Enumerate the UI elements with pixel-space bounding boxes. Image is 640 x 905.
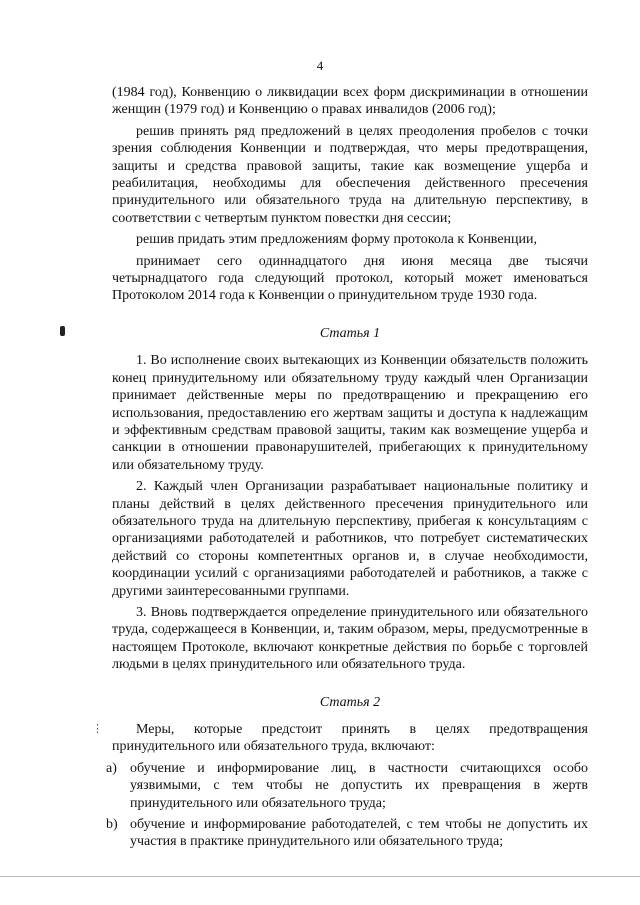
list-marker: b) <box>106 817 118 833</box>
list-item <box>106 760 588 812</box>
list-marker: a) <box>106 760 117 776</box>
article-1-paragraph: 1. Во исполнение своих вытекающих из Конвенции обязательств положить конец принудительному или обязательному труду каждый член Организации принимает действенные меры по предотвращению и прекращению его использования, предоставлению его жертвам защиты и доступа к надлежащим и эффективным средствам правовой защиты, таким как возмещение ущерба и санкции в отношении правонарушителей, прибегающих к принудительному или обязательному труду. <box>112 353 588 473</box>
list-item <box>106 816 588 851</box>
intro-paragraph: решив придать этим предложениям форму протокола к Конвенции, <box>136 232 538 248</box>
intro-paragraph: (1984 год), Конвенцию о ликвидации всех форм дискриминации в отношении женщин (1979 год) и Конвенцию о правах инвалидов (2006 год); <box>112 85 588 118</box>
punch-hole-mark <box>60 326 65 336</box>
article-1-paragraph: 3. Вновь подтверждается определение принудительного или обязательного труда, содержащееся в Конвенции, и, таким образом, меры, предусмотренные в настоящем Протоколе, включают конкретные действия по борьбе с торговлей людьми в целях принудительного или обязательного труда. <box>112 604 588 673</box>
list-item-text: обучение и информирование работодателей, с тем чтобы не допустить их участия в практике принудительного или обязательного труда; <box>130 817 588 850</box>
document-body <box>106 84 588 855</box>
article-2-heading: Статья 2 <box>319 694 381 710</box>
article-2-intro: Меры, которые предстоит принять в целях предотвращения принудительного или обязательного труда, включают: <box>112 722 588 755</box>
article-1-heading: Статья 1 <box>319 325 381 341</box>
intro-paragraph: решив принять ряд предложений в целях преодоления пробелов с точки зрения соблюдения Конвенции и подтверждая, что меры предотвращения, защиты и средства правовой защиты, такие как возмещение ущерба и реабилитация, необходимы для обеспечения действенного пресечения принудительного или обязательного труда на длительную перспективу, в соответствии с четвертым пунктом повестки дня сессии; <box>112 123 588 226</box>
list-item-text: обучение и информирование лиц, в частности считающихся особо уязвимыми, с тем чтобы не допустить их превращения в жертв принудительного или обязательного труда; <box>130 760 588 811</box>
margin-marks: ⋮ <box>92 723 103 735</box>
intro-paragraph: принимает сего одиннадцатого дня июня месяца две тысячи четырнадцатого года следующий протокол, который может именоваться Протоколом 2014 года к Конвенции о принудительном труде 1930 года. <box>112 253 588 304</box>
article-1-paragraph: 2. Каждый член Организации разрабатывает национальные политику и планы действий в целях действенного пресечения принудительного или обязательного труда на длительную перспективу, прибегая к консультациям с организациями работодателей и работников, что потребует систематических действий со стороны компетентных органов и, в случае необходимости, координации усилий с организациями работодателей и работников, а также с другими заинтересованными группами. <box>112 479 588 599</box>
scan-edge <box>0 876 640 877</box>
page-number: 4 <box>316 58 324 73</box>
